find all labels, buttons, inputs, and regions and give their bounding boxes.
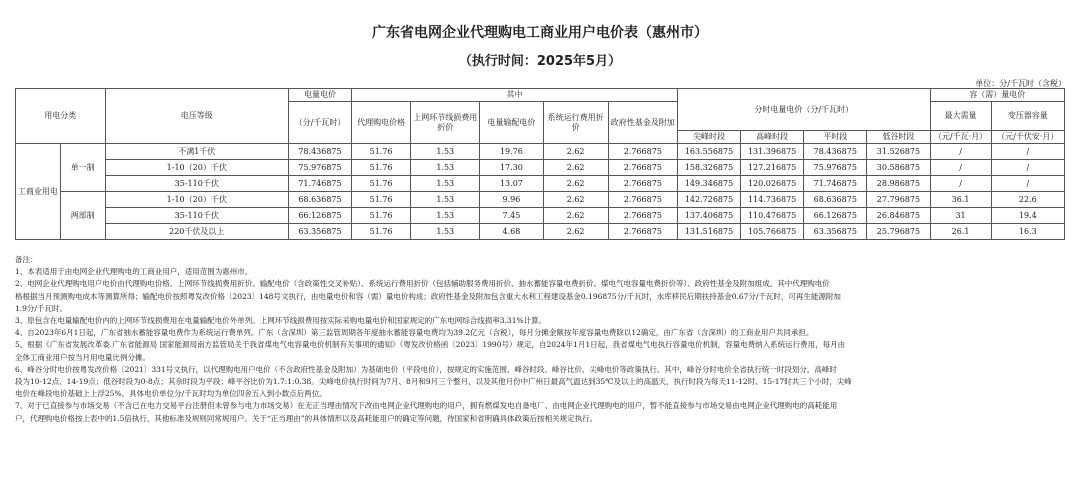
transmission-cell: 4.68: [480, 224, 543, 240]
notes-section: [15, 254, 1070, 425]
flat-cell: 68.636875: [804, 192, 867, 208]
transformer-cell: 19.4: [991, 208, 1064, 224]
voltage-cell: 不满1千伏: [105, 144, 288, 160]
valley-cell: 26.846875: [867, 208, 930, 224]
header-high: 高峰时段: [741, 131, 804, 144]
energy-cell: 63.356875: [288, 224, 351, 240]
max-demand-cell: /: [930, 176, 991, 192]
note-line: 5、根据《广东省发展改革委 广东省能源局 国家能源局南方监管局关于我省煤电气电容量电价机制有关事项的通知》（粤发改价格函〔2023〕1990号）规定，自2024年1月1日起，我省煤电气电执行容量电价机制，容量电费纳入系统运行费用，每月由: [15, 340, 846, 350]
system-op-cell: 2.62: [543, 208, 608, 224]
loss-cell: 1.53: [411, 208, 480, 224]
note-line: 6、峰谷分时电价按粤发改价格〔2021〕331号文执行，以代理购电用户电价（不含政府性基金及附加）为基础电价（平段电价），按规定的实施范围、峰谷时段、峰谷比价、尖峰电价等政策执行。其中，峰谷分时电价全省执行统一时段划分，高峰时: [15, 364, 837, 374]
transmission-cell: 17.30: [480, 160, 543, 176]
note-line: 格根据当月预测购电成本等测算所得；输配电价按照粤发改价格〔2023〕148号文执行，由电量电价和容（需）量电价构成；政府性基金及附加包含重大水利工程建设基金0.196875分/千瓦时，水库移民后期扶持基金0.67分/千瓦时，可再生能源附加: [15, 291, 841, 301]
header-loss: 上网环节线损费用折价: [411, 102, 480, 144]
voltage-cell: 1-10（20）千伏: [105, 192, 288, 208]
gov-fund-cell: 2.766875: [608, 224, 677, 240]
table-row: [16, 224, 1065, 240]
max-demand-cell: /: [930, 144, 991, 160]
voltage-cell: 35-110千伏: [105, 176, 288, 192]
max-demand-cell: 36.1: [930, 192, 991, 208]
page-subtitle: （执行时间：2025年5月）: [458, 54, 622, 69]
energy-cell: 75.976875: [288, 160, 351, 176]
high-cell: 114.736875: [741, 192, 804, 208]
transformer-cell: /: [991, 176, 1064, 192]
loss-cell: 1.53: [411, 144, 480, 160]
transformer-cell: /: [991, 144, 1064, 160]
purchase-cell: 51.76: [352, 208, 411, 224]
header-peak: 尖峰时段: [677, 131, 740, 144]
note-line: 户，代理购电价格按上表中的1.5倍执行，其他标准及规则同常规用户。关于“正当理由”的具体情形以及高耗能用户的确定等问题，待国家和省明确具体政策后按相关规定执行。: [15, 413, 598, 423]
gov-fund-cell: 2.766875: [608, 208, 677, 224]
peak-cell: 158.326875: [677, 160, 740, 176]
flat-cell: 71.746875: [804, 176, 867, 192]
high-cell: 120.026875: [741, 176, 804, 192]
flat-cell: 66.126875: [804, 208, 867, 224]
purchase-cell: 51.76: [352, 224, 411, 240]
transformer-cell: 16.3: [991, 224, 1064, 240]
flat-cell: 63.356875: [804, 224, 867, 240]
purchase-cell: 51.76: [352, 160, 411, 176]
transmission-cell: 9.96: [480, 192, 543, 208]
gov-fund-cell: 2.766875: [608, 176, 677, 192]
transmission-cell: 7.45: [480, 208, 543, 224]
valley-cell: 30.586875: [867, 160, 930, 176]
energy-cell: 68.636875: [288, 192, 351, 208]
max-demand-cell: 31: [930, 208, 991, 224]
header-system-op: 系统运行费用折价: [543, 102, 608, 144]
note-line: 段为10-12点、14-19点；低谷时段为0-8点；其余时段为平段；峰平谷比价为1.7:1:0.38。尖峰电价执行时间为7月、8月和9月三个整月，以及其他月份中广州日最高气温达到35℃及以上的高温天，执行时段为每天11-12时、15-17时共三个小时，尖峰: [15, 377, 852, 387]
note-line: 电价在峰段电价基础上上浮25%。具体电价单位分/千瓦时均为单位四舍五入到小数点后两位。: [15, 389, 327, 399]
note-line: 1、本表适用于由电网企业代理购电的工商业用户，适用范围为惠州市。: [15, 267, 253, 277]
voltage-cell: 220千伏及以上: [105, 224, 288, 240]
header-max-demand: 最大需量: [930, 102, 991, 131]
valley-cell: 31.526875: [867, 144, 930, 160]
header-transformer: 变压器容量: [991, 102, 1064, 131]
notes-heading: 备注：: [15, 255, 38, 264]
peak-cell: 142.726875: [677, 192, 740, 208]
single-label: 单一制: [60, 144, 105, 192]
header-valley: 低谷时段: [867, 131, 930, 144]
energy-cell: 71.746875: [288, 176, 351, 192]
note-line: 2、电网企业代理购电用户电价由代理购电价格、上网环节线损费用折价、输配电价（含政策性交叉补贴）、系统运行费用折价（包括辅助服务费用折价、抽水蓄能容量电费折价、煤电气电容量电费折价等）、政府性基金及附加组成。其中代理购电价: [15, 279, 830, 289]
system-op-cell: 2.62: [543, 224, 608, 240]
valley-cell: 28.986875: [867, 176, 930, 192]
table-row: [16, 208, 1065, 224]
high-cell: 131.396875: [741, 144, 804, 160]
loss-cell: 1.53: [411, 160, 480, 176]
high-cell: 127.216875: [741, 160, 804, 176]
header-of-which: 其中: [352, 89, 678, 102]
table-row: [16, 176, 1065, 192]
system-op-cell: 2.62: [543, 160, 608, 176]
purchase-cell: 51.76: [352, 144, 411, 160]
header-tou: 分时电量电价（分/千瓦时）: [677, 89, 930, 131]
energy-cell: 78.436875: [288, 144, 351, 160]
transformer-cell: 22.6: [991, 192, 1064, 208]
header-flat: 平时段: [804, 131, 867, 144]
note-line: 1.9分/千瓦时。: [15, 303, 67, 313]
max-demand-cell: /: [930, 160, 991, 176]
system-op-cell: 2.62: [543, 176, 608, 192]
price-table: [15, 88, 1065, 240]
purchase-cell: 51.76: [352, 192, 411, 208]
group-label: 工商业用电: [16, 144, 61, 240]
valley-cell: 27.796875: [867, 192, 930, 208]
purchase-cell: 51.76: [352, 176, 411, 192]
header-gov-fund: 政府性基金及附加: [608, 102, 677, 144]
transformer-cell: /: [991, 160, 1064, 176]
gov-fund-cell: 2.766875: [608, 192, 677, 208]
gov-fund-cell: 2.766875: [608, 160, 677, 176]
note-line: 全体工商业用户按当月用电量比例分摊。: [15, 352, 150, 362]
system-op-cell: 2.62: [543, 144, 608, 160]
header-energy-price: 电量电价: [288, 89, 351, 102]
table-row: [16, 160, 1065, 176]
flat-cell: 75.976875: [804, 160, 867, 176]
loss-cell: 1.53: [411, 192, 480, 208]
header-energy-unit: （分/千瓦时）: [288, 102, 351, 144]
header-max-demand-unit: （元/千瓦·月）: [930, 131, 991, 144]
high-cell: 110.476875: [741, 208, 804, 224]
gov-fund-cell: 2.766875: [608, 144, 677, 160]
peak-cell: 131.516875: [677, 224, 740, 240]
max-demand-cell: 26.1: [930, 224, 991, 240]
header-category: 用电分类: [16, 89, 106, 144]
loss-cell: 1.53: [411, 176, 480, 192]
header-transmission: 电量输配电价: [480, 102, 543, 144]
note-line: 7、对于已直接参与市场交易（不含已在电力交易平台注册但未曾参与电力市场交易）在无正当理由情况下改由电网企业代理购电的用户，拥有燃煤发电自备电厂、由电网企业代理购电的用户，暂不能直接参与市场交易由电网企业代理购电的高耗能用: [15, 401, 838, 411]
header-voltage: 电压等级: [105, 89, 288, 144]
high-cell: 105.766875: [741, 224, 804, 240]
system-op-cell: 2.62: [543, 192, 608, 208]
dual-label: 两部制: [60, 192, 105, 240]
peak-cell: 149.346875: [677, 176, 740, 192]
valley-cell: 25.796875: [867, 224, 930, 240]
voltage-cell: 1-10（20）千伏: [105, 160, 288, 176]
header-transformer-unit: （元/千伏安·月）: [991, 131, 1064, 144]
note-line: 4、自2023年6月1日起，广东省抽水蓄能容量电费作为系统运行费单列。广东（含深圳）第三监管周期各年度抽水蓄能容量电费均为39.2亿元（含税），每月分摊金额按年度容量电费除以12确定，由广东省（含深圳）的工商业用户共同承担。: [15, 328, 814, 338]
page-title: 广东省电网企业代理购电工商业用户电价表（惠州市）: [372, 25, 708, 41]
header-purchase: 代理购电价格: [352, 102, 411, 144]
transmission-cell: 13.07: [480, 176, 543, 192]
transmission-cell: 19.76: [480, 144, 543, 160]
note-line: 3、原包含在电量输配电价内的上网环节线损费用在电量输配电价外单列。上网环节线损费用按实际采购电量电价和国家规定的广东电网综合线损率3.31%计算。: [15, 316, 547, 326]
peak-cell: 163.556875: [677, 144, 740, 160]
table-row: [16, 144, 1065, 160]
loss-cell: 1.53: [411, 224, 480, 240]
voltage-cell: 35-110千伏: [105, 208, 288, 224]
energy-cell: 66.126875: [288, 208, 351, 224]
table-row: [16, 192, 1065, 208]
unit-note: 单位：分/千瓦时（含税）: [975, 79, 1066, 88]
peak-cell: 137.406875: [677, 208, 740, 224]
header-capacity: 容（需）量电价: [930, 89, 1064, 102]
flat-cell: 78.436875: [804, 144, 867, 160]
